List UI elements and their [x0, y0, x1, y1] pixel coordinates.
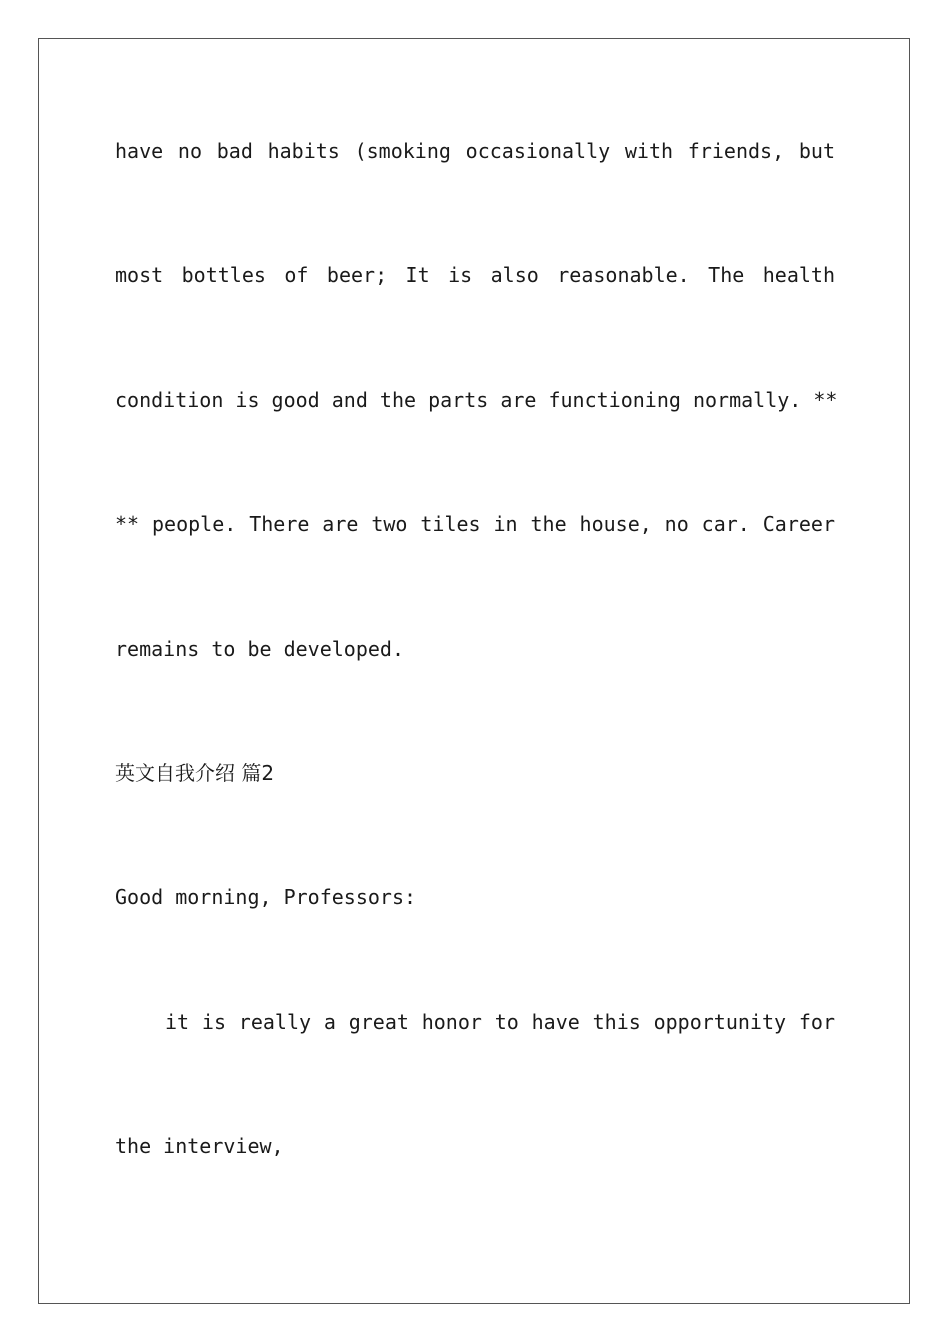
section-heading: 英文自我介绍 篇2	[115, 761, 275, 785]
body-text-line: most bottles of beer; It is also reasonable. The health	[115, 263, 835, 287]
body-text-line: have no bad habits (smoking occasionally with friends, but	[115, 139, 835, 163]
body-text-line: condition is good and the parts are functioning normally. **	[115, 388, 838, 412]
body-text-line: the interview,	[115, 1134, 284, 1158]
body-text-line: it is really a great honor to have this opportunity for	[165, 1010, 835, 1034]
body-text-line: ** people. There are two tiles in the house, no car. Career	[115, 512, 835, 536]
page-frame	[38, 38, 910, 1304]
body-text-line: remains to be developed.	[115, 637, 404, 661]
salutation-line: Good morning, Professors:	[115, 885, 417, 909]
